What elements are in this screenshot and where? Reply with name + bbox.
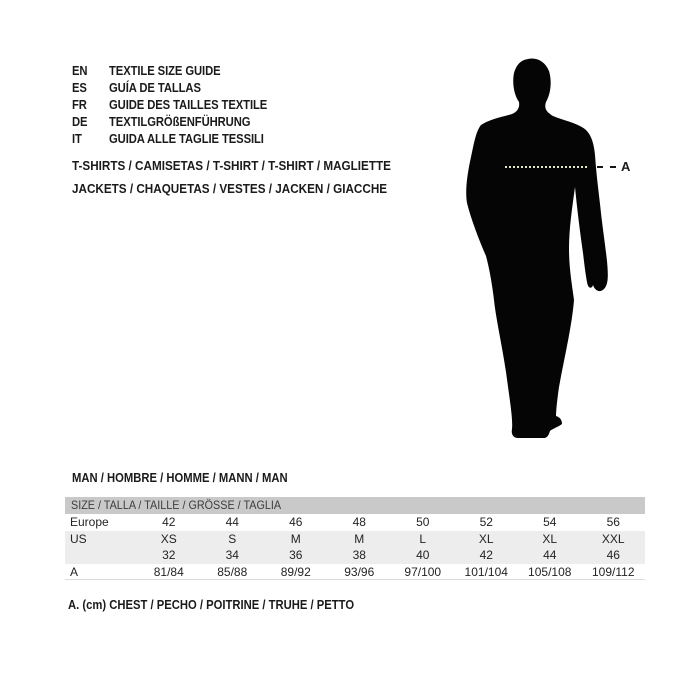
language-title: TEXTILGRÖßENFÜHRUNG [109,114,251,129]
cell: 52 [479,515,493,529]
table-row-chest-a [65,564,645,581]
measurement-legend: A. (cm) CHEST / PECHO / POITRINE / TRUHE / PETTO [68,598,355,612]
section-heading-man: MAN / HOMBRE / HOMME / MANN / MAN [72,471,288,485]
size-table [65,497,645,580]
cell: XL [478,531,494,546]
cell: 97/100 [404,564,442,579]
cell: 46 [289,515,303,529]
table-row-us [65,531,645,548]
language-row-en [72,62,285,79]
cell: 44 [225,515,239,529]
cell: 101/104 [464,564,508,579]
cell: 56 [606,515,620,529]
row-label [65,547,137,564]
cell: 44 [543,548,557,562]
cell: 42 [479,548,493,562]
cell: XXL [601,531,625,546]
cell: 34 [225,548,239,562]
language-row-de [72,113,285,130]
row-label: US [70,531,87,546]
language-title: GUÍA DE TALLAS [109,80,201,95]
cell: XS [160,531,177,546]
cell: 89/92 [280,564,311,579]
language-code: IT [72,131,82,146]
cell: 38 [352,548,366,562]
language-list [72,62,285,147]
chest-measurement-dash-line [597,166,616,168]
language-code: DE [72,114,88,129]
cell: XL [542,531,558,546]
cell: M [290,531,301,546]
cell: 54 [543,515,557,529]
size-table-header: SIZE / TALLA / TAILLE / GRÖSSE / TAGLIA [65,497,645,514]
cell: M [354,531,365,546]
language-row-es [72,79,285,96]
row-label: A [70,564,79,579]
table-row-europe [65,514,645,531]
cell: 93/96 [344,564,375,579]
cell: 48 [352,515,366,529]
language-title: GUIDA ALLE TAGLIE TESSILI [109,131,264,146]
cell: 50 [416,515,430,529]
measurement-label-a: A [621,159,631,174]
cell: 32 [162,548,176,562]
cell: 109/112 [592,564,635,579]
language-code: ES [72,80,87,95]
language-code: FR [72,97,87,112]
cell: 40 [416,548,430,562]
chest-measurement-dotted-line [505,166,587,168]
language-title: GUIDE DES TAILLES TEXTILE [109,97,268,112]
cell: 42 [162,515,176,529]
language-row-fr [72,96,285,113]
category-tshirts: T-SHIRTS / CAMISETAS / T-SHIRT / T-SHIRT / MAGLIETTE [72,158,391,173]
cell: L [419,531,427,546]
table-row-numeric [65,547,645,564]
cell: S [228,531,237,546]
language-title: TEXTILE SIZE GUIDE [109,63,221,78]
man-silhouette-figure [462,57,622,447]
cell: 36 [289,548,303,562]
category-jackets: JACKETS / CHAQUETAS / VESTES / JACKEN / GIACCHE [72,181,388,196]
row-label: Europe [70,515,109,529]
cell: 85/88 [217,564,248,579]
garment-categories [72,154,426,200]
cell: 105/108 [528,564,572,579]
language-code: EN [72,63,88,78]
language-row-it [72,130,285,147]
cell: 46 [606,548,620,562]
cell: 81/84 [153,564,184,579]
